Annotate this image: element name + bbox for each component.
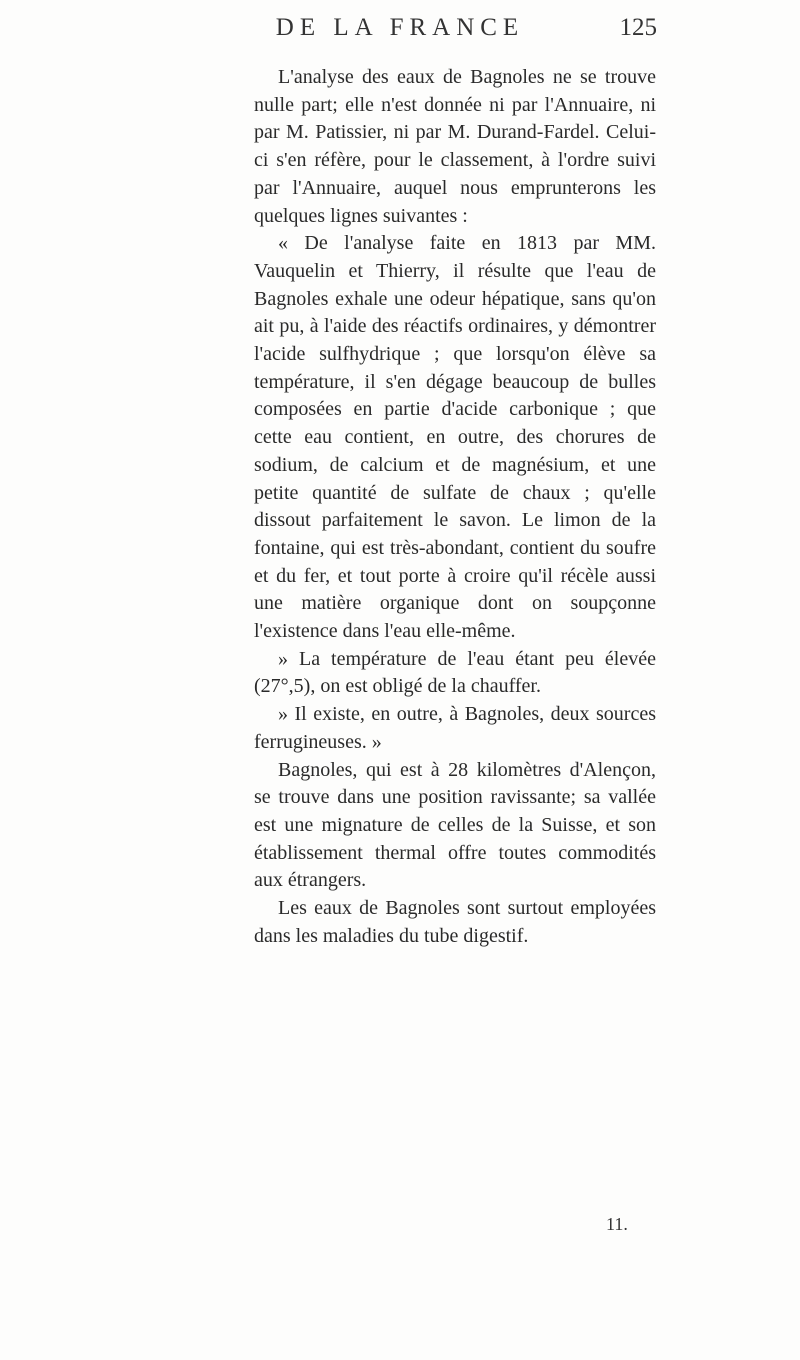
paragraph-temperature: » La température de l'eau étant peu élevée (27°,5), on est obligé de la chauffer. — [254, 647, 656, 698]
page-number: 125 — [619, 14, 657, 41]
paragraph-uses: Les eaux de Bagnoles sont surtout employées dans les maladies du tube digestif. — [254, 897, 656, 947]
signature-mark: 11. — [606, 1214, 628, 1234]
running-title: DE LA FRANCE — [275, 14, 525, 41]
paragraph-analysis-intro: L'analyse des eaux de Bagnoles ne se trouve nulle part; elle n'est donnée ni par l'Annuaire, ni par M. Patissier, ni par M. Durand-Fardel. Celui-ci s'en réfère, pour le classement, à l'ordre suivi par l'Annuaire, auquel nous emprunterons les quelques lignes suivantes : — [254, 66, 656, 227]
running-head — [0, 14, 800, 50]
body-text — [254, 64, 656, 951]
paragraph-analysis-quote: « De l'analyse faite en 1813 par MM. Vauquelin et Thierry, il résulte que l'eau de Bagnoles exhale une odeur hépatique, sans qu'on ait pu, à l'aide des réactifs ordinaires, y démontrer l'acide sulfhydrique ; que lorsqu'on élève sa température, il s'en dégage beaucoup de bulles composées en partie d'acide carbonique ; que cette eau contient, en outre, des chorures de sodium, de calcium et de magnésium, et une petite quantité de sulfate de chaux ; qu'elle dissout parfaitement le savon. Le limon de la fontaine, qui est très-abondant, contient du soufre et du fer, et tout porte à croire qu'il récèle aussi une matière organique dont on soupçonne l'existence dans l'eau elle-même. — [254, 232, 656, 643]
paragraph-location: Bagnoles, qui est à 28 kilomètres d'Alençon, se trouve dans une position ravissante; sa vallée est une mignature de celles de la Suisse, et son établissement thermal offre toutes commodités aux étrangers. — [254, 758, 656, 892]
paragraph-ferruginous-sources: » Il existe, en outre, à Bagnoles, deux sources ferrugineuses. » — [254, 703, 656, 753]
